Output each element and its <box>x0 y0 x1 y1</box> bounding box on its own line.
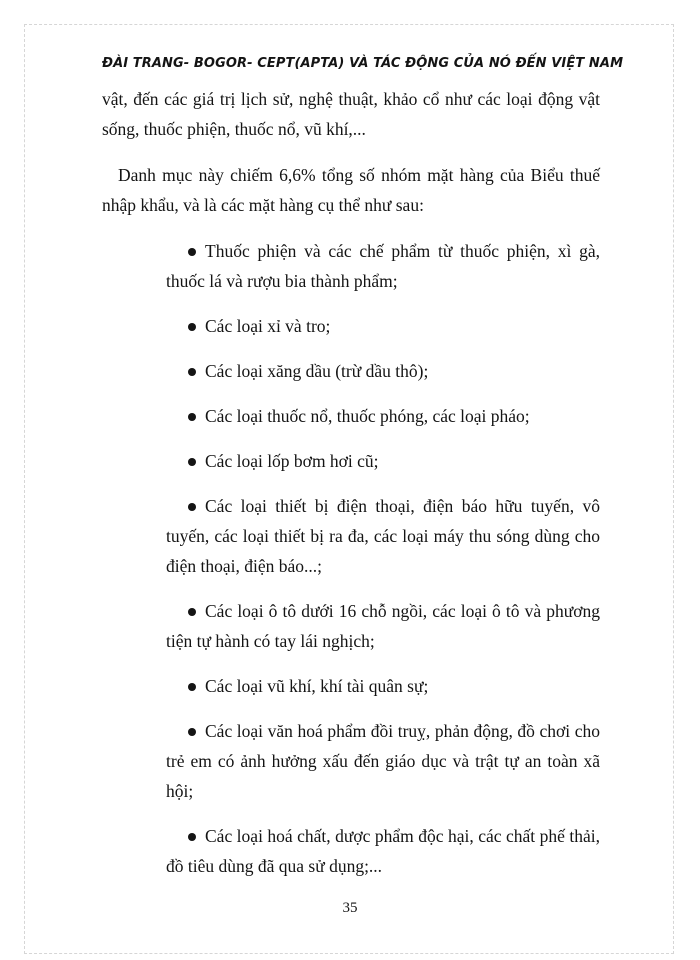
list-item <box>166 491 600 581</box>
list-item-text: Các loại thuốc nổ, thuốc phóng, các loại pháo; <box>205 406 530 426</box>
bullet-icon <box>188 833 196 841</box>
list-item-text: Các loại xăng dầu (trừ dầu thô); <box>205 361 429 381</box>
bullet-icon <box>188 458 196 466</box>
list-item-text: Các loại xỉ và tro; <box>205 316 331 336</box>
bullet-icon <box>188 323 196 331</box>
list-item-text: Các loại ô tô dưới 16 chỗ ngồi, các loại ô tô và phương tiện tự hành có tay lái nghịch; <box>166 601 600 651</box>
continuation-paragraph: vật, đến các giá trị lịch sử, nghệ thuật, khảo cổ như các loại động vật sống, thuốc phiện, thuốc nổ, vũ khí,... <box>102 89 600 139</box>
list-item <box>166 596 600 656</box>
bullet-icon <box>188 608 196 616</box>
list-item <box>166 356 600 386</box>
item-list <box>102 236 600 881</box>
list-item-text: Các loại văn hoá phẩm đồi truỵ, phản động, đồ chơi cho trẻ em có ảnh hưởng xấu đến giáo dục và trật tự an toàn xã hội; <box>166 721 600 801</box>
list-item <box>166 821 600 881</box>
list-item <box>166 401 600 431</box>
lead-paragraph: Danh mục này chiếm 6,6% tổng số nhóm mặt hàng của Biểu thuế nhập khẩu, và là các mặt hàng cụ thể như sau: <box>102 165 600 215</box>
list-item-text: Các loại lốp bơm hơi cũ; <box>205 451 379 471</box>
list-item <box>166 446 600 476</box>
running-header: ĐÀI TRANG- BOGOR- CEPT(APTA) VÀ TÁC ĐỘNG CỦA NÓ ĐẾN VIỆT NAM <box>102 56 624 71</box>
bullet-icon <box>188 248 196 256</box>
list-item <box>166 236 600 296</box>
list-item <box>166 716 600 806</box>
list-item <box>166 311 600 341</box>
list-item-text: Các loại thiết bị điện thoại, điện báo hữu tuyến, vô tuyến, các loại thiết bị ra đa, các loại máy thu sóng dùng cho điện thoại, điện báo...; <box>166 496 600 576</box>
bullet-icon <box>188 728 196 736</box>
bullet-icon <box>188 683 196 691</box>
list-item <box>166 671 600 701</box>
body-text <box>102 84 600 896</box>
bullet-icon <box>188 368 196 376</box>
list-item-text: Các loại vũ khí, khí tài quân sự; <box>205 676 429 696</box>
bullet-icon <box>188 413 196 421</box>
bullet-icon <box>188 503 196 511</box>
list-item-text: Các loại hoá chất, dược phẩm độc hại, các chất phế thải, đồ tiêu dùng đã qua sử dụng;... <box>166 826 600 876</box>
page-number: 35 <box>342 900 358 916</box>
list-item-text: Thuốc phiện và các chế phẩm từ thuốc phiện, xì gà, thuốc lá và rượu bia thành phẩm; <box>166 241 600 291</box>
